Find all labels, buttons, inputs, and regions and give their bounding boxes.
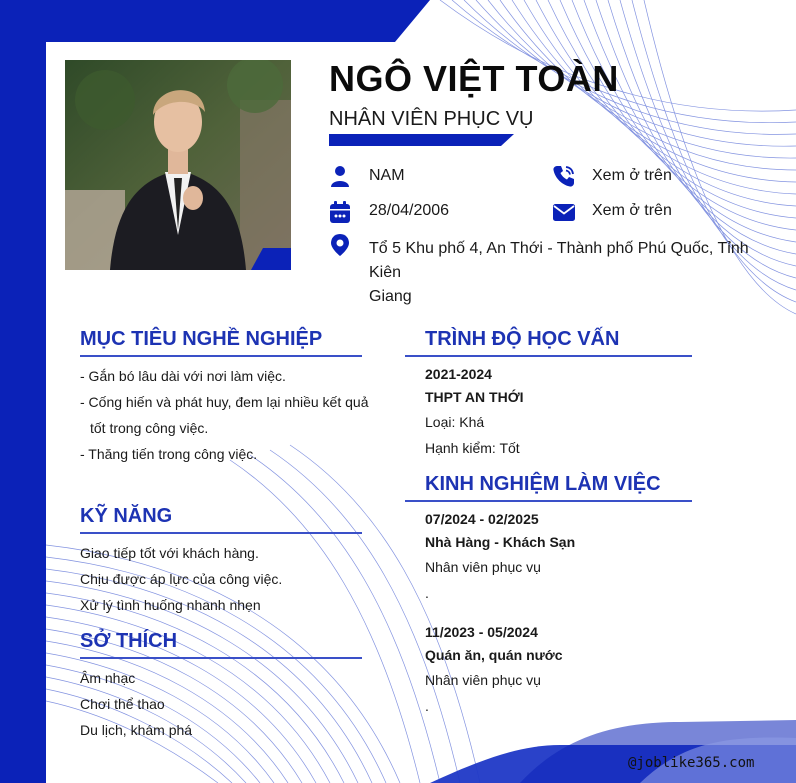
address-value bbox=[369, 237, 779, 309]
address-line-2: Giang bbox=[369, 288, 412, 305]
job-company: Nhà Hàng - Khách Sạn bbox=[425, 534, 576, 550]
skill-item: Chịu được áp lực của công việc. bbox=[80, 571, 283, 587]
education-conduct: Hạnh kiểm: Tốt bbox=[425, 440, 520, 456]
watermark[interactable]: @joblike365.com bbox=[628, 755, 755, 771]
hobbies-title: SỞ THÍCH bbox=[80, 630, 178, 652]
title-underline bbox=[329, 134, 514, 146]
job-note: . bbox=[425, 698, 429, 714]
objective-line-1: - Gắn bó lâu dài với nơi làm việc. bbox=[80, 368, 286, 384]
hobby-item: Chơi thể thao bbox=[80, 696, 165, 712]
objective-line-3: tốt trong công việc. bbox=[90, 420, 209, 436]
skills-divider bbox=[80, 532, 362, 534]
skills-title: KỸ NĂNG bbox=[80, 505, 173, 527]
candidate-title: NHÂN VIÊN PHỤC VỤ bbox=[329, 108, 534, 130]
experience-title: KINH NGHIỆM LÀM VIỆC bbox=[425, 473, 661, 495]
calendar-icon bbox=[328, 200, 352, 224]
job-position: Nhân viên phục vụ bbox=[425, 672, 541, 688]
gender-value: NAM bbox=[369, 167, 405, 184]
education-divider bbox=[405, 355, 692, 357]
dob-value: 28/04/2006 bbox=[369, 202, 450, 219]
objective-title: MỤC TIÊU NGHỀ NGHIỆP bbox=[80, 328, 323, 350]
experience-divider bbox=[405, 500, 692, 502]
education-title: TRÌNH ĐỘ HỌC VẤN bbox=[425, 328, 620, 350]
location-pin-icon bbox=[328, 233, 352, 257]
profile-photo bbox=[65, 60, 291, 270]
hobbies-divider bbox=[80, 657, 362, 659]
hobby-item: Du lịch, khám phá bbox=[80, 722, 193, 738]
phone-icon bbox=[552, 164, 576, 188]
job-period: 07/2024 - 02/2025 bbox=[425, 511, 539, 527]
candidate-name: NGÔ VIỆT TOÀN bbox=[329, 58, 619, 99]
skill-item: Xử lý tình huống nhanh nhẹn bbox=[80, 597, 261, 613]
job-period: 11/2023 - 05/2024 bbox=[425, 624, 538, 640]
objective-line-2: - Cống hiến và phát huy, đem lại nhiều kết quả bbox=[80, 394, 369, 410]
job-position: Nhân viên phục vụ bbox=[425, 559, 541, 575]
job-company: Quán ăn, quán nước bbox=[425, 647, 563, 663]
email-value: Xem ở trên bbox=[592, 202, 672, 219]
education-grade: Loại: Khá bbox=[425, 414, 485, 430]
address-line-1: Tổ 5 Khu phố 4, An Thới - Thành phố Phú Quốc, Tỉnh Kiên bbox=[369, 240, 749, 281]
education-school: THPT AN THỚI bbox=[425, 389, 524, 405]
objective-divider bbox=[80, 355, 362, 357]
hobby-item: Âm nhạc bbox=[80, 670, 136, 686]
person-icon bbox=[328, 164, 352, 188]
objective-line-4: - Thăng tiến trong công việc. bbox=[80, 446, 258, 462]
skill-item: Giao tiếp tốt với khách hàng. bbox=[80, 545, 259, 561]
education-period: 2021-2024 bbox=[425, 366, 492, 382]
envelope-icon bbox=[552, 200, 576, 224]
job-note: . bbox=[425, 585, 429, 601]
phone-value: Xem ở trên bbox=[592, 167, 672, 184]
